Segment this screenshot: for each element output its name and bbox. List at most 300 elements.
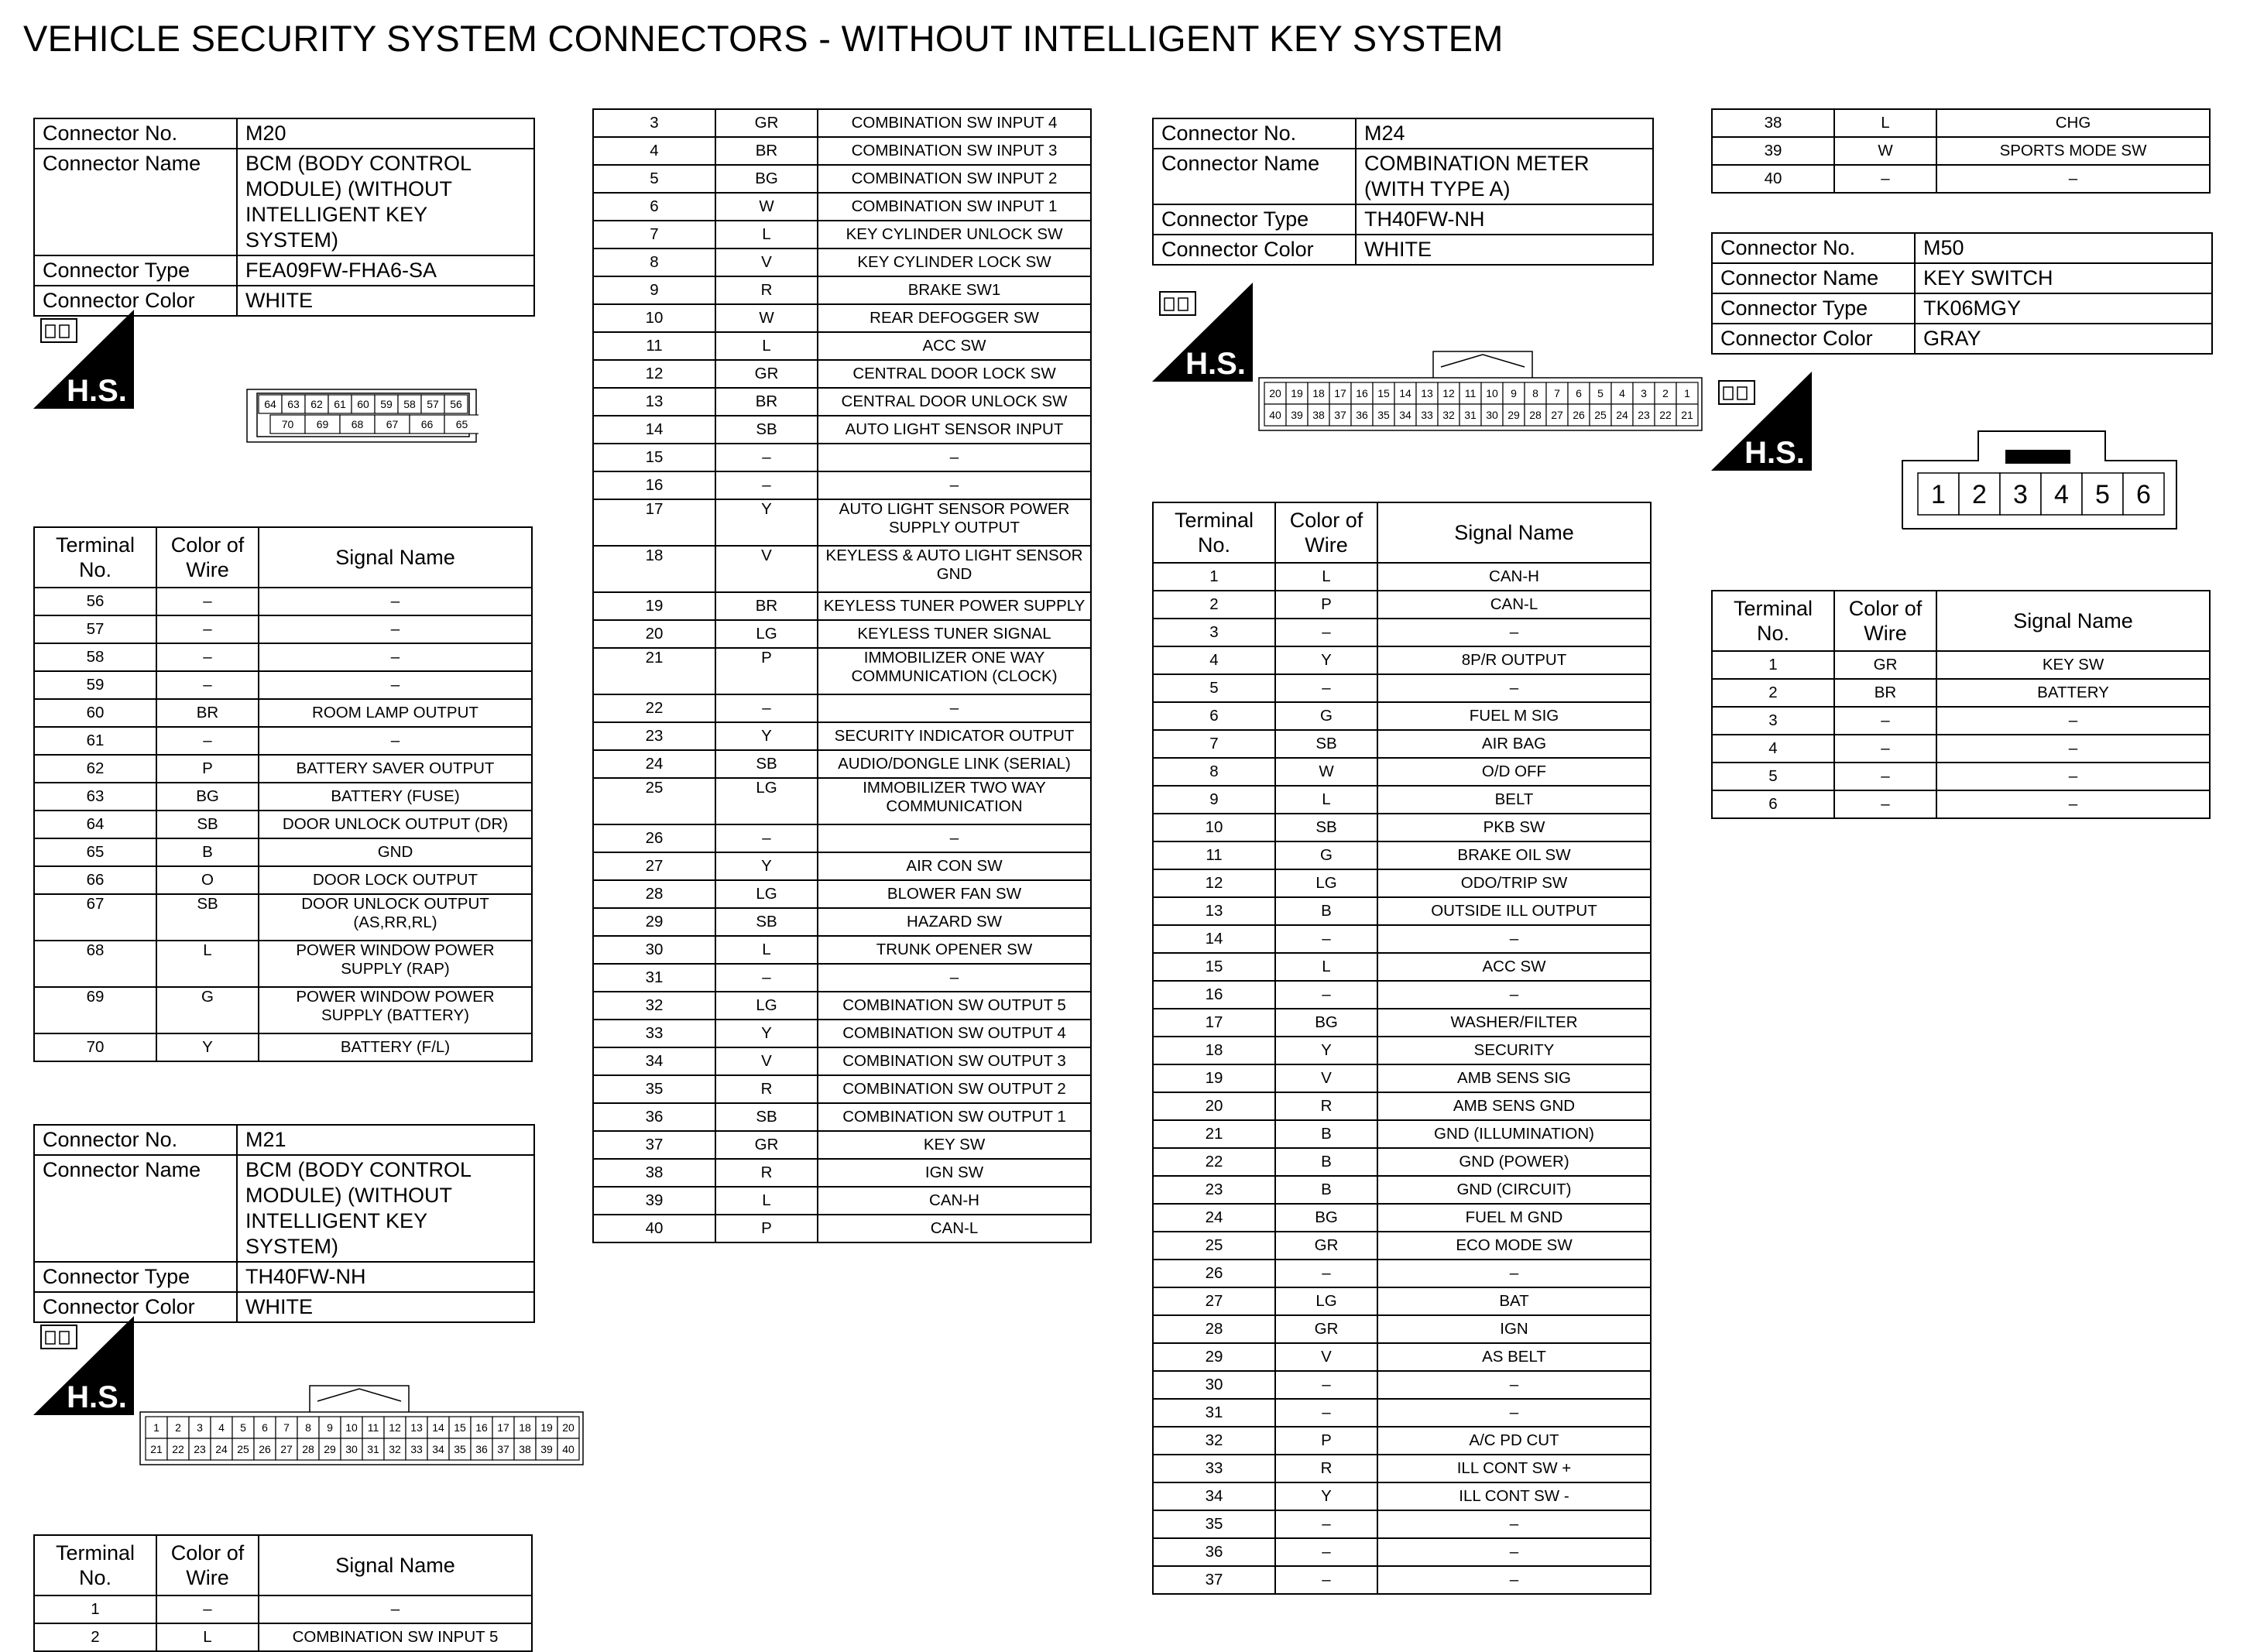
terminal-row xyxy=(593,880,1091,908)
wire-color: P xyxy=(1275,591,1377,619)
terminal-no: 7 xyxy=(593,221,715,248)
pin-label: 4 xyxy=(2054,480,2069,509)
wire-color: B xyxy=(1275,897,1377,925)
pin-label: 32 xyxy=(389,1443,401,1455)
terminal-row xyxy=(1153,1064,1651,1092)
pin-label: 38 xyxy=(1312,409,1325,421)
terminal-row xyxy=(1153,981,1651,1009)
terminal-no: 22 xyxy=(593,694,715,722)
terminal-no: 63 xyxy=(34,783,156,811)
wire-color: LG xyxy=(1275,1287,1377,1315)
connector-name: BCM (BODY CONTROL MODULE) (WITHOUT INTELLIGENT KEY SYSTEM) xyxy=(237,149,534,255)
signal-name: CAN-H xyxy=(818,1187,1091,1215)
terminal-no: 31 xyxy=(593,964,715,992)
pin-label: 18 xyxy=(519,1421,531,1434)
pin-label: 11 xyxy=(367,1421,379,1434)
terminal-no: 4 xyxy=(1153,646,1275,674)
terminal-no: 58 xyxy=(34,643,156,671)
pin-label: 67 xyxy=(386,418,399,430)
terminal-row xyxy=(593,964,1091,992)
signal-name: IGN xyxy=(1377,1315,1651,1343)
terminal-table-m24-continued xyxy=(1711,108,2211,194)
terminal-table-m21: Terminal No. Color of Wire Signal Name 1 – – 2 L COMBINATION SW INPUT 5 xyxy=(33,1534,533,1652)
terminal-row xyxy=(1153,1232,1651,1260)
terminal-no: 69 xyxy=(34,987,156,1033)
terminal-table-m24: Terminal No. Color of Wire Signal Name 1 L CAN-H 2 P CAN-L 3 – – 4 Y 8P/R OUTPUT 5 – – 6 G FUEL M SIG 7 SB AIR BAG 8 W O/D OFF 9 L BELT 10 SB PKB SW 11 G BRAKE OIL SW 12 LG ODO/TRIP SW 13 B OUTSIDE ILL OUTPUT 14 – – 15 L ACC SW 16 – – 17 BG WASHER/FILTER 18 Y SECURITY 19 V AMB SENS SIG 20 R AMB SENS GND 21 B GND (ILLUMINATION) 22 B GND (POWER) 23 B GND (CIRCUIT) 24 BG FUEL M GND 25 GR ECO MODE SW 26 – – 27 LG BAT 28 GR IGN 29 V AS BELT 30 – – 31 – – 32 P A/C PD CUT 33 R ILL CONT SW + 34 Y ILL CONT SW - 35 – – 36 – – 37 – – xyxy=(1152,502,1652,1595)
wire-color: LG xyxy=(715,992,818,1020)
connector-face-m20 xyxy=(246,389,478,444)
terminal-row xyxy=(593,471,1091,499)
pin-label: 5 xyxy=(2095,480,2110,509)
signal-name: COMBINATION SW INPUT 5 xyxy=(259,1623,532,1651)
terminal-no: 34 xyxy=(593,1047,715,1075)
signal-name: BRAKE SW1 xyxy=(818,276,1091,304)
signal-name: KEYLESS TUNER POWER SUPPLY xyxy=(818,592,1091,620)
pin-label: 29 xyxy=(1508,409,1520,421)
signal-name: GND (CIRCUIT) xyxy=(1377,1176,1651,1204)
svg-text:H.S.: H.S. xyxy=(1744,436,1805,470)
wire-color: R xyxy=(715,276,818,304)
terminal-row xyxy=(593,304,1091,332)
wire-color: BR xyxy=(156,699,259,727)
signal-name: BATTERY (FUSE) xyxy=(259,783,532,811)
wire-color: – xyxy=(1275,925,1377,953)
pin-label: 64 xyxy=(264,398,276,410)
terminal-row xyxy=(1153,1176,1651,1204)
signal-name: TRUNK OPENER SW xyxy=(818,936,1091,964)
pin-label: 36 xyxy=(475,1443,488,1455)
pin-label: 25 xyxy=(1594,409,1607,421)
wire-color: SB xyxy=(715,750,818,778)
signal-name: COMBINATION SW OUTPUT 3 xyxy=(818,1047,1091,1075)
terminal-no: 32 xyxy=(593,992,715,1020)
signal-name: WASHER/FILTER xyxy=(1377,1009,1651,1037)
terminal-no: 18 xyxy=(593,546,715,592)
pin-label: 20 xyxy=(562,1421,575,1434)
terminal-table-m21-continued xyxy=(592,108,1092,1243)
terminal-no: 60 xyxy=(34,699,156,727)
signal-name: CHG xyxy=(1936,109,2210,137)
terminal-no: 66 xyxy=(34,866,156,894)
signal-name: – xyxy=(259,1595,532,1623)
signal-name: – xyxy=(1377,1399,1651,1427)
terminal-no: 26 xyxy=(1153,1260,1275,1287)
terminal-no: 15 xyxy=(1153,953,1275,981)
signal-name: CENTRAL DOOR UNLOCK SW xyxy=(818,388,1091,416)
connector-type: TH40FW-NH xyxy=(1356,204,1653,235)
terminal-no: 37 xyxy=(593,1131,715,1159)
signal-name: ILL CONT SW + xyxy=(1377,1455,1651,1482)
terminal-no: 14 xyxy=(1153,925,1275,953)
signal-name: BATTERY xyxy=(1936,679,2210,707)
pin-label: 9 xyxy=(327,1421,333,1434)
signal-name: – xyxy=(259,727,532,755)
signal-name: KEYLESS & AUTO LIGHT SENSOR GND xyxy=(818,546,1091,592)
terminal-row xyxy=(1153,563,1651,591)
pin-label: 25 xyxy=(237,1443,249,1455)
signal-name: ODO/TRIP SW xyxy=(1377,869,1651,897)
wire-color: SB xyxy=(156,894,259,941)
terminal-row xyxy=(1153,1092,1651,1120)
signal-name: – xyxy=(1936,735,2210,763)
terminal-row xyxy=(593,1103,1091,1131)
terminal-row xyxy=(593,936,1091,964)
terminal-row xyxy=(1153,1538,1651,1566)
pin-label: 63 xyxy=(287,398,300,410)
signal-name: – xyxy=(818,824,1091,852)
terminal-row xyxy=(593,852,1091,880)
wire-color: P xyxy=(1275,1427,1377,1455)
pin-label: 21 xyxy=(1681,409,1693,421)
signal-name: – xyxy=(818,964,1091,992)
wire-color: P xyxy=(715,648,818,694)
terminal-no: 8 xyxy=(1153,758,1275,786)
pin-label: 62 xyxy=(310,398,323,410)
signal-name: AIR CON SW xyxy=(818,852,1091,880)
terminal-no: 4 xyxy=(593,137,715,165)
wire-color: BG xyxy=(156,783,259,811)
signal-name: – xyxy=(1377,674,1651,702)
wire-color: Y xyxy=(715,722,818,750)
pin-label: 8 xyxy=(1532,387,1538,399)
pin-label: 59 xyxy=(380,398,393,410)
terminal-no: 13 xyxy=(593,388,715,416)
terminal-row xyxy=(1712,109,2210,137)
terminal-no: 38 xyxy=(593,1159,715,1187)
terminal-no: 37 xyxy=(1153,1566,1275,1594)
pin-label: 2 xyxy=(1662,387,1669,399)
signal-name: – xyxy=(818,471,1091,499)
signal-name: COMBINATION SW INPUT 1 xyxy=(818,193,1091,221)
pin-label: 24 xyxy=(1616,409,1628,421)
terminal-no: 38 xyxy=(1712,109,1834,137)
connector-no: M50 xyxy=(1915,233,2212,263)
terminal-row xyxy=(593,722,1091,750)
terminal-row xyxy=(593,778,1091,824)
terminal-no: 39 xyxy=(1712,137,1834,165)
terminal-no: 21 xyxy=(1153,1120,1275,1148)
wire-color: R xyxy=(1275,1455,1377,1482)
signal-name: – xyxy=(1377,1260,1651,1287)
signal-name: BAT xyxy=(1377,1287,1651,1315)
wire-color: SB xyxy=(715,416,818,444)
signal-name: – xyxy=(1377,1510,1651,1538)
connector-face-m24 xyxy=(1258,348,1704,434)
terminal-row xyxy=(1712,651,2210,679)
pin-label: 34 xyxy=(432,1443,444,1455)
terminal-no: 2 xyxy=(1712,679,1834,707)
terminal-row xyxy=(1153,646,1651,674)
signal-name: IGN SW xyxy=(818,1159,1091,1187)
terminal-row xyxy=(1153,1260,1651,1287)
signal-name: GND (POWER) xyxy=(1377,1148,1651,1176)
wire-color: L xyxy=(715,1187,818,1215)
wire-color: BG xyxy=(715,165,818,193)
wire-color: R xyxy=(715,1075,818,1103)
signal-name: REAR DEFOGGER SW xyxy=(818,304,1091,332)
terminal-no: 3 xyxy=(593,109,715,137)
terminal-row xyxy=(593,276,1091,304)
signal-name: SPORTS MODE SW xyxy=(1936,137,2210,165)
wire-color: SB xyxy=(1275,814,1377,841)
wire-color: LG xyxy=(715,880,818,908)
terminal-no: 24 xyxy=(1153,1204,1275,1232)
wire-color: – xyxy=(715,471,818,499)
terminal-no: 34 xyxy=(1153,1482,1275,1510)
pin-label: 31 xyxy=(367,1443,379,1455)
pin-label: 31 xyxy=(1464,409,1477,421)
terminal-row xyxy=(34,727,532,755)
pin-label: 5 xyxy=(240,1421,246,1434)
wire-color: – xyxy=(156,671,259,699)
pin-label: 35 xyxy=(454,1443,466,1455)
pin-label: 70 xyxy=(281,418,294,430)
connector-no: M21 xyxy=(237,1125,534,1155)
pin-label: 34 xyxy=(1399,409,1411,421)
signal-name: – xyxy=(818,694,1091,722)
wire-color: Y xyxy=(715,499,818,546)
terminal-row xyxy=(593,193,1091,221)
wire-color: L xyxy=(1275,786,1377,814)
wire-color: W xyxy=(715,304,818,332)
terminal-row xyxy=(1153,1343,1651,1371)
terminal-no: 65 xyxy=(34,838,156,866)
terminal-no: 23 xyxy=(1153,1176,1275,1204)
terminal-no: 27 xyxy=(593,852,715,880)
signal-name: POWER WINDOW POWER SUPPLY (BATTERY) xyxy=(259,987,532,1033)
wire-color: W xyxy=(1275,758,1377,786)
signal-name: AIR BAG xyxy=(1377,730,1651,758)
pin-label: 21 xyxy=(150,1443,163,1455)
wire-color: P xyxy=(715,1215,818,1242)
wire-color: BG xyxy=(1275,1009,1377,1037)
signal-name: – xyxy=(1936,763,2210,790)
pin-label: 12 xyxy=(389,1421,401,1434)
connector-no: M20 xyxy=(237,118,534,149)
terminal-no: 5 xyxy=(1153,674,1275,702)
terminal-row xyxy=(34,699,532,727)
signal-name: DOOR UNLOCK OUTPUT (AS,RR,RL) xyxy=(259,894,532,941)
pin-label: 35 xyxy=(1377,409,1390,421)
terminal-row xyxy=(34,615,532,643)
wire-color: L xyxy=(715,221,818,248)
pin-label: 7 xyxy=(1554,387,1560,399)
terminal-row xyxy=(1153,1120,1651,1148)
wire-color: BR xyxy=(715,388,818,416)
pin-label: 39 xyxy=(540,1443,553,1455)
terminal-row xyxy=(593,248,1091,276)
pin-label: 37 xyxy=(497,1443,509,1455)
pin-label: 7 xyxy=(283,1421,290,1434)
connector-type: FEA09FW-FHA6-SA xyxy=(237,255,534,286)
terminal-row xyxy=(1712,763,2210,790)
terminal-row xyxy=(593,416,1091,444)
connector-color: WHITE xyxy=(237,286,534,316)
hs-connector-icon xyxy=(33,1316,134,1415)
wire-color: – xyxy=(715,444,818,471)
signal-name: CAN-L xyxy=(1377,591,1651,619)
wire-color: O xyxy=(156,866,259,894)
terminal-no: 10 xyxy=(1153,814,1275,841)
terminal-no: 67 xyxy=(34,894,156,941)
pin-label: 26 xyxy=(259,1443,271,1455)
wire-color: B xyxy=(1275,1120,1377,1148)
terminal-row xyxy=(1153,1566,1651,1594)
pin-label: 37 xyxy=(1334,409,1346,421)
terminal-row xyxy=(34,643,532,671)
wire-color: SB xyxy=(715,908,818,936)
terminal-no: 61 xyxy=(34,727,156,755)
terminal-row xyxy=(34,987,532,1033)
hs-connector-icon xyxy=(1152,283,1253,382)
signal-name: KEY CYLINDER LOCK SW xyxy=(818,248,1091,276)
terminal-no: 9 xyxy=(1153,786,1275,814)
pin-label: 58 xyxy=(403,398,416,410)
svg-text:H.S.: H.S. xyxy=(67,1380,127,1414)
wire-color: B xyxy=(156,838,259,866)
wire-color: – xyxy=(156,727,259,755)
signal-name: – xyxy=(1377,1538,1651,1566)
signal-name: HAZARD SW xyxy=(818,908,1091,936)
signal-name: GND (ILLUMINATION) xyxy=(1377,1120,1651,1148)
terminal-row xyxy=(1153,925,1651,953)
terminal-row xyxy=(1153,1037,1651,1064)
wire-color: P xyxy=(156,755,259,783)
terminal-row xyxy=(1712,679,2210,707)
terminal-row xyxy=(593,592,1091,620)
wire-color: V xyxy=(715,248,818,276)
wire-color: LG xyxy=(715,778,818,824)
signal-name: – xyxy=(259,588,532,615)
terminal-no: 33 xyxy=(1153,1455,1275,1482)
wire-color: L xyxy=(156,1623,259,1651)
pin-label: 11 xyxy=(1464,387,1477,399)
connector-color: GRAY xyxy=(1915,324,2212,354)
terminal-no: 35 xyxy=(593,1075,715,1103)
wire-color: Y xyxy=(715,852,818,880)
pin-label: 4 xyxy=(218,1421,225,1434)
signal-name: – xyxy=(1377,925,1651,953)
pin-label: 9 xyxy=(1511,387,1517,399)
signal-name: BATTERY SAVER OUTPUT xyxy=(259,755,532,783)
pin-label: 2 xyxy=(175,1421,181,1434)
terminal-row xyxy=(34,671,532,699)
terminal-row xyxy=(593,648,1091,694)
terminal-no: 68 xyxy=(34,941,156,987)
terminal-row xyxy=(34,1595,532,1623)
terminal-row xyxy=(1153,841,1651,869)
terminal-no: 16 xyxy=(1153,981,1275,1009)
wire-color: Y xyxy=(156,1033,259,1061)
terminal-row xyxy=(1153,702,1651,730)
signal-name: BRAKE OIL SW xyxy=(1377,841,1651,869)
terminal-no: 9 xyxy=(593,276,715,304)
signal-name: KEY SW xyxy=(818,1131,1091,1159)
terminal-no: 20 xyxy=(1153,1092,1275,1120)
pin-label: 32 xyxy=(1442,409,1455,421)
signal-name: IMMOBILIZER ONE WAY COMMUNICATION (CLOCK) xyxy=(818,648,1091,694)
wire-color: – xyxy=(715,694,818,722)
signal-name: ROOM LAMP OUTPUT xyxy=(259,699,532,727)
wire-color: R xyxy=(715,1159,818,1187)
terminal-row xyxy=(1153,619,1651,646)
pin-label: 1 xyxy=(153,1421,159,1434)
terminal-no: 27 xyxy=(1153,1287,1275,1315)
terminal-row xyxy=(34,755,532,783)
connector-info-m24: Connector No. M24 Connector Name COMBINATION METER (WITH TYPE A) Connector Type TH40FW-NH Connector Color WHITE xyxy=(1152,118,1654,266)
terminal-row xyxy=(1153,1287,1651,1315)
wire-color: GR xyxy=(1834,651,1936,679)
pin-label: 60 xyxy=(357,398,369,410)
hs-connector-icon xyxy=(33,310,134,409)
terminal-no: 25 xyxy=(593,778,715,824)
pin-label: 33 xyxy=(410,1443,423,1455)
wire-color: – xyxy=(1275,1260,1377,1287)
wire-color: – xyxy=(715,824,818,852)
wire-color: GR xyxy=(715,360,818,388)
signal-name: IMMOBILIZER TWO WAY COMMUNICATION xyxy=(818,778,1091,824)
terminal-row xyxy=(1153,730,1651,758)
signal-name: – xyxy=(259,643,532,671)
wire-color: BR xyxy=(1834,679,1936,707)
connector-color: WHITE xyxy=(1356,235,1653,265)
terminal-row xyxy=(593,1159,1091,1187)
terminal-row xyxy=(1153,786,1651,814)
terminal-row xyxy=(1153,674,1651,702)
connector-name: BCM (BODY CONTROL MODULE) (WITHOUT INTELLIGENT KEY SYSTEM) xyxy=(237,1155,534,1262)
terminal-row xyxy=(593,694,1091,722)
signal-name: COMBINATION SW OUTPUT 5 xyxy=(818,992,1091,1020)
signal-name: KEY SW xyxy=(1936,651,2210,679)
pin-label: 28 xyxy=(1529,409,1542,421)
signal-name: AMB SENS GND xyxy=(1377,1092,1651,1120)
pin-label: 56 xyxy=(450,398,462,410)
signal-name: – xyxy=(1377,619,1651,646)
pin-label: 33 xyxy=(1421,409,1433,421)
signal-name: KEYLESS TUNER SIGNAL xyxy=(818,620,1091,648)
pin-label: 19 xyxy=(1291,387,1303,399)
signal-name: BLOWER FAN SW xyxy=(818,880,1091,908)
terminal-row xyxy=(593,546,1091,592)
wire-color: G xyxy=(156,987,259,1033)
terminal-row xyxy=(34,1623,532,1651)
wire-color: Y xyxy=(1275,1482,1377,1510)
signal-name: ILL CONT SW - xyxy=(1377,1482,1651,1510)
terminal-no: 36 xyxy=(593,1103,715,1131)
terminal-no: 28 xyxy=(1153,1315,1275,1343)
wire-color: GR xyxy=(715,1131,818,1159)
wire-color: BR xyxy=(715,137,818,165)
terminal-no: 22 xyxy=(1153,1148,1275,1176)
terminal-no: 11 xyxy=(1153,841,1275,869)
wire-color: V xyxy=(715,546,818,592)
terminal-no: 26 xyxy=(593,824,715,852)
terminal-table-m50: Terminal No. Color of Wire Signal Name 1 GR KEY SW 2 BR BATTERY 3 – – 4 – – 5 – – 6 – – xyxy=(1711,590,2211,819)
terminal-row xyxy=(34,941,532,987)
terminal-row xyxy=(593,1075,1091,1103)
pin-label: 19 xyxy=(540,1421,553,1434)
connector-name: KEY SWITCH xyxy=(1915,263,2212,293)
signal-name: AMB SENS SIG xyxy=(1377,1064,1651,1092)
wire-color: G xyxy=(1275,841,1377,869)
signal-name: OUTSIDE ILL OUTPUT xyxy=(1377,897,1651,925)
signal-name: – xyxy=(1377,981,1651,1009)
signal-name: COMBINATION SW INPUT 4 xyxy=(818,109,1091,137)
terminal-no: 19 xyxy=(1153,1064,1275,1092)
signal-name: PKB SW xyxy=(1377,814,1651,841)
pin-label: 28 xyxy=(302,1443,314,1455)
terminal-no: 11 xyxy=(593,332,715,360)
